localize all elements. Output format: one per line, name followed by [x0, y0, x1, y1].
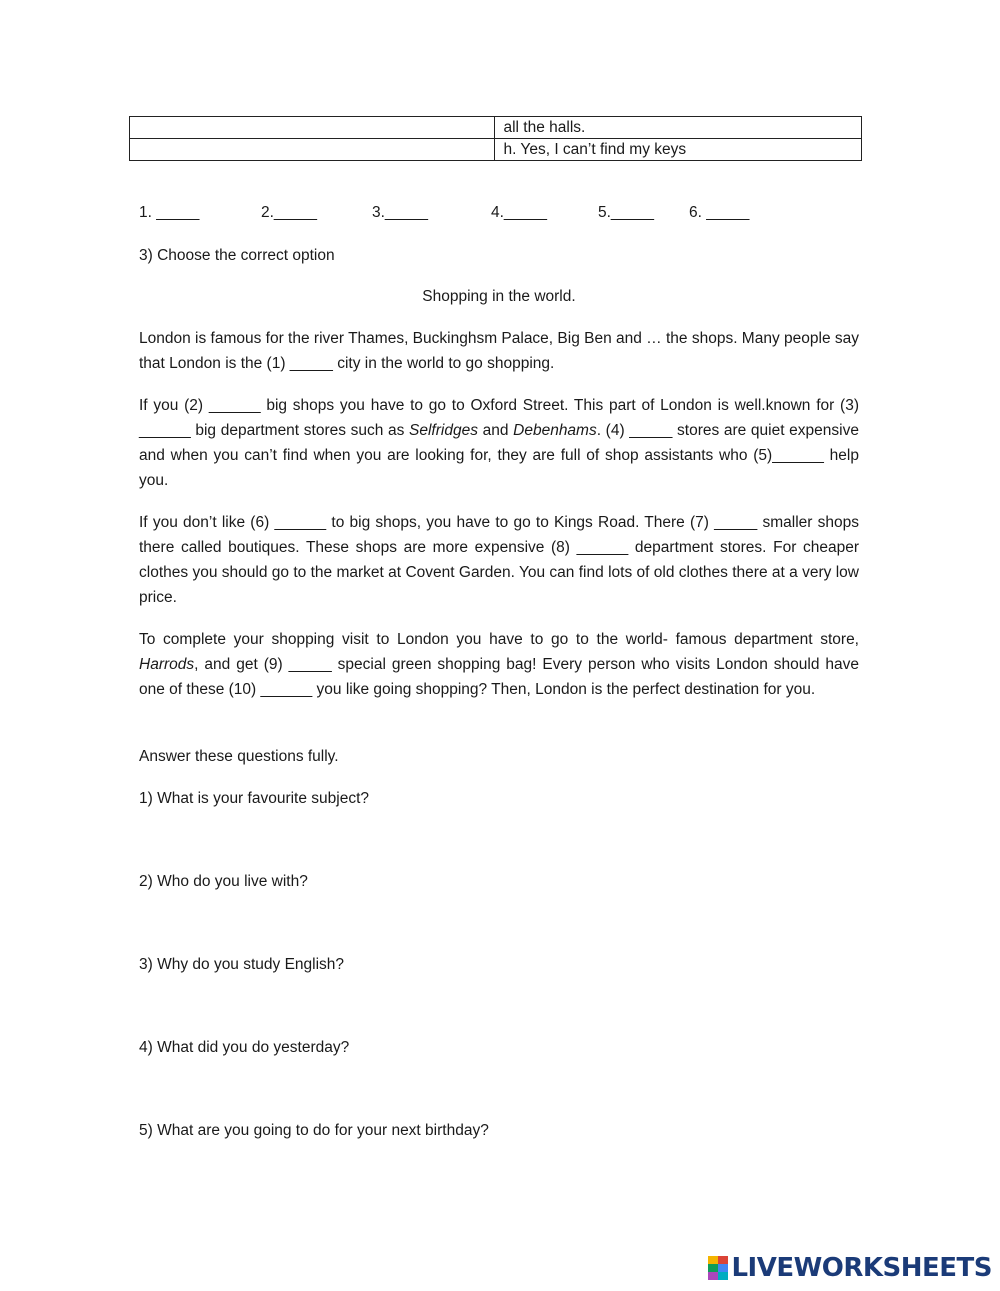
- question-2: 2) Who do you live with?: [139, 873, 308, 890]
- table-cell-right: h. Yes, I can’t find my keys: [495, 139, 862, 161]
- table-cell-right: all the halls.: [495, 117, 862, 139]
- matching-table: [129, 116, 862, 161]
- paragraph-2-text-c: . (4) _____ stores are quiet expensive and when you can’t find when you are looking for, they are full of shop assistants who (5)______ help you.: [139, 422, 859, 489]
- paragraph-2-text-b: and: [477, 422, 514, 439]
- table-row: [130, 117, 862, 139]
- questions-heading: Answer these questions fully.: [139, 748, 339, 765]
- paragraph-1: London is famous for the river Thames, Buckinghsm Palace, Big Ben and … the shops. Many people say that London is the (1) _____ city in the world to go shopping.: [139, 330, 859, 372]
- logo-block: [718, 1256, 728, 1264]
- paragraph-4-text-a: To complete your shopping visit to London you have to go to the world- famous department store,: [139, 631, 859, 648]
- logo-icon: [708, 1256, 728, 1280]
- logo-block: [718, 1264, 728, 1272]
- logo-text: LIVEWORKSHEETS: [731, 1253, 992, 1283]
- paragraph-4-text-b: , and get (9) _____ special green shopping bag! Every person who visits London should have one of these (10) ______ you like going shopping? Then, London is the perfect destination for you.: [139, 656, 859, 698]
- reading-title: Shopping in the world.: [422, 288, 576, 305]
- logo-block: [708, 1272, 718, 1280]
- answer-blank-5[interactable]: 5._____: [598, 204, 655, 221]
- answer-blank-3[interactable]: 3._____: [372, 204, 429, 221]
- store-name-debenhams: Debenhams: [513, 422, 597, 439]
- paragraph-2-text-a: If you (2) ______ big shops you have to go to Oxford Street. This part of London is well.known for (3) ______ big department stores such as: [139, 397, 859, 439]
- answer-blanks-row: [139, 204, 839, 224]
- table-row: [130, 139, 862, 161]
- liveworksheets-logo: [708, 1255, 992, 1281]
- answer-blank-1[interactable]: 1. _____: [139, 204, 200, 221]
- table-cell-left: [130, 139, 495, 161]
- paragraph-2: [139, 393, 859, 493]
- store-name-harrods: Harrods: [139, 656, 195, 673]
- store-name-selfridges: Selfridges: [409, 422, 478, 439]
- logo-block: [708, 1256, 718, 1264]
- table-cell-left: [130, 117, 495, 139]
- answer-blank-6[interactable]: 6. _____: [689, 204, 750, 221]
- logo-block: [718, 1272, 728, 1280]
- paragraph-4: [139, 627, 859, 702]
- logo-block: [708, 1264, 718, 1272]
- answer-blank-4[interactable]: 4._____: [491, 204, 548, 221]
- question-4: 4) What did you do yesterday?: [139, 1039, 350, 1056]
- section-heading: 3) Choose the correct option: [139, 247, 335, 264]
- question-3: 3) Why do you study English?: [139, 956, 345, 973]
- answer-blank-2[interactable]: 2._____: [261, 204, 318, 221]
- question-1: 1) What is your favourite subject?: [139, 790, 370, 807]
- question-5: 5) What are you going to do for your next birthday?: [139, 1122, 489, 1139]
- paragraph-3: If you don’t like (6) ______ to big shops, you have to go to Kings Road. There (7) _____ smaller shops there called boutiques. These shops are more expensive (8) ______ department stores. For cheaper clothes you should go to the market at Covent Garden. You can find lots of old clothes there at a very low price.: [139, 514, 859, 606]
